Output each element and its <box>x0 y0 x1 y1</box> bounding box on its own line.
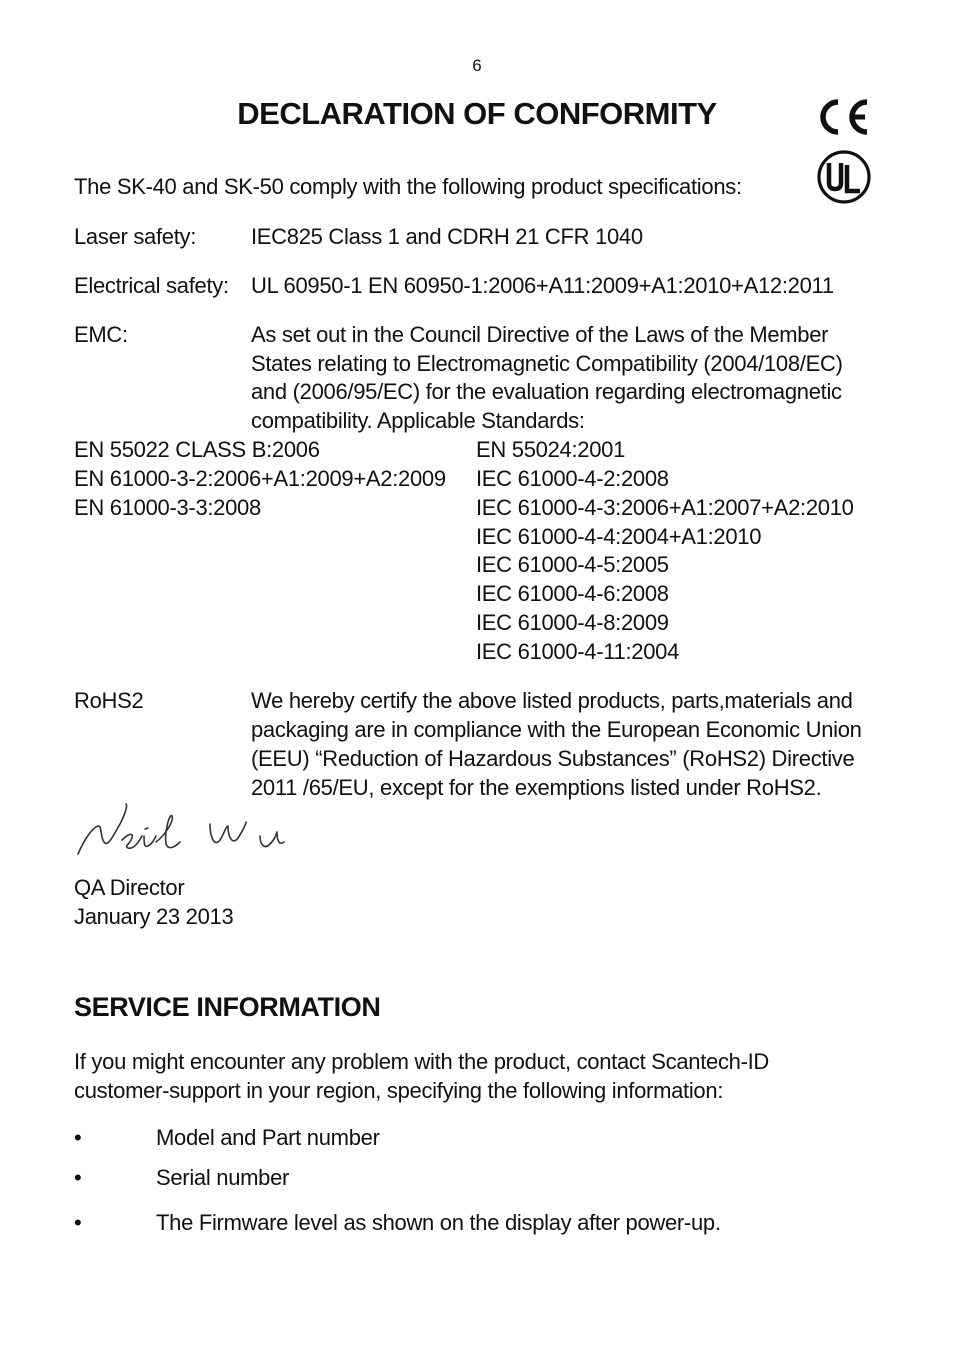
standard-right: IEC 61000-4-3:2006+A1:2007+A2:2010 <box>476 495 854 520</box>
emc-line: compatibility. Applicable Standards: <box>251 408 585 433</box>
standard-right: IEC 61000-4-5:2005 <box>476 552 669 577</box>
bullet-item: The Firmware level as shown on the display after power-up. <box>156 1210 721 1235</box>
ce-mark-icon <box>814 97 872 137</box>
rohs-label: RoHS2 <box>74 688 144 713</box>
rohs-line: (EEU) “Reduction of Hazardous Substances” (RoHS2) Directive <box>251 746 855 771</box>
service-title: SERVICE INFORMATION <box>74 992 381 1022</box>
bullet-item: Model and Part number <box>156 1125 380 1150</box>
ul-mark-icon <box>816 149 872 205</box>
service-intro-line: customer-support in your region, specifying the following information: <box>74 1078 724 1103</box>
declaration-title: DECLARATION OF CONFORMITY <box>237 96 717 131</box>
declaration-date: January 23 2013 <box>74 904 234 929</box>
service-intro-line: If you might encounter any problem with the product, contact Scantech-ID <box>74 1049 770 1074</box>
standard-left: EN 61000-3-2:2006+A1:2009+A2:2009 <box>74 466 446 491</box>
emc-label: EMC: <box>74 322 128 347</box>
bullet-item: Serial number <box>156 1165 290 1190</box>
declaration-intro: The SK-40 and SK-50 comply with the following product specifications: <box>74 174 742 199</box>
laser-safety-value: IEC825 Class 1 and CDRH 21 CFR 1040 <box>251 224 643 249</box>
emc-line: and (2006/95/EC) for the evaluation regarding electromagnetic <box>251 379 842 404</box>
bullet-marker: • <box>74 1165 82 1190</box>
rohs-line: We hereby certify the above listed products, parts,materials and <box>251 688 853 713</box>
signature <box>70 796 285 862</box>
rohs-line: 2011 /65/EU, except for the exemptions listed under RoHS2. <box>251 775 822 800</box>
bullet-marker: • <box>74 1210 82 1235</box>
standard-right: IEC 61000-4-8:2009 <box>476 610 669 635</box>
signer-title: QA Director <box>74 875 185 900</box>
emc-line: States relating to Electromagnetic Compatibility (2004/108/EC) <box>251 351 843 376</box>
laser-safety-label: Laser safety: <box>74 224 197 249</box>
electrical-safety-value: UL 60950-1 EN 60950-1:2006+A11:2009+A1:2010+A12:2011 <box>251 273 834 298</box>
standard-right: IEC 61000-4-4:2004+A1:2010 <box>476 524 762 549</box>
standard-left: EN 55022 CLASS B:2006 <box>74 437 320 462</box>
standard-right: IEC 61000-4-11:2004 <box>476 639 680 664</box>
standard-right: EN 55024:2001 <box>476 437 626 462</box>
emc-line: As set out in the Council Directive of the Laws of the Member <box>251 322 829 347</box>
electrical-safety-label: Electrical safety: <box>74 273 229 298</box>
standard-right: IEC 61000-4-2:2008 <box>476 466 669 491</box>
standard-right: IEC 61000-4-6:2008 <box>476 581 669 606</box>
page-number: 6 <box>472 56 482 75</box>
rohs-line: packaging are in compliance with the European Economic Union <box>251 717 862 742</box>
bullet-marker: • <box>74 1125 82 1150</box>
standard-left: EN 61000-3-3:2008 <box>74 495 261 520</box>
